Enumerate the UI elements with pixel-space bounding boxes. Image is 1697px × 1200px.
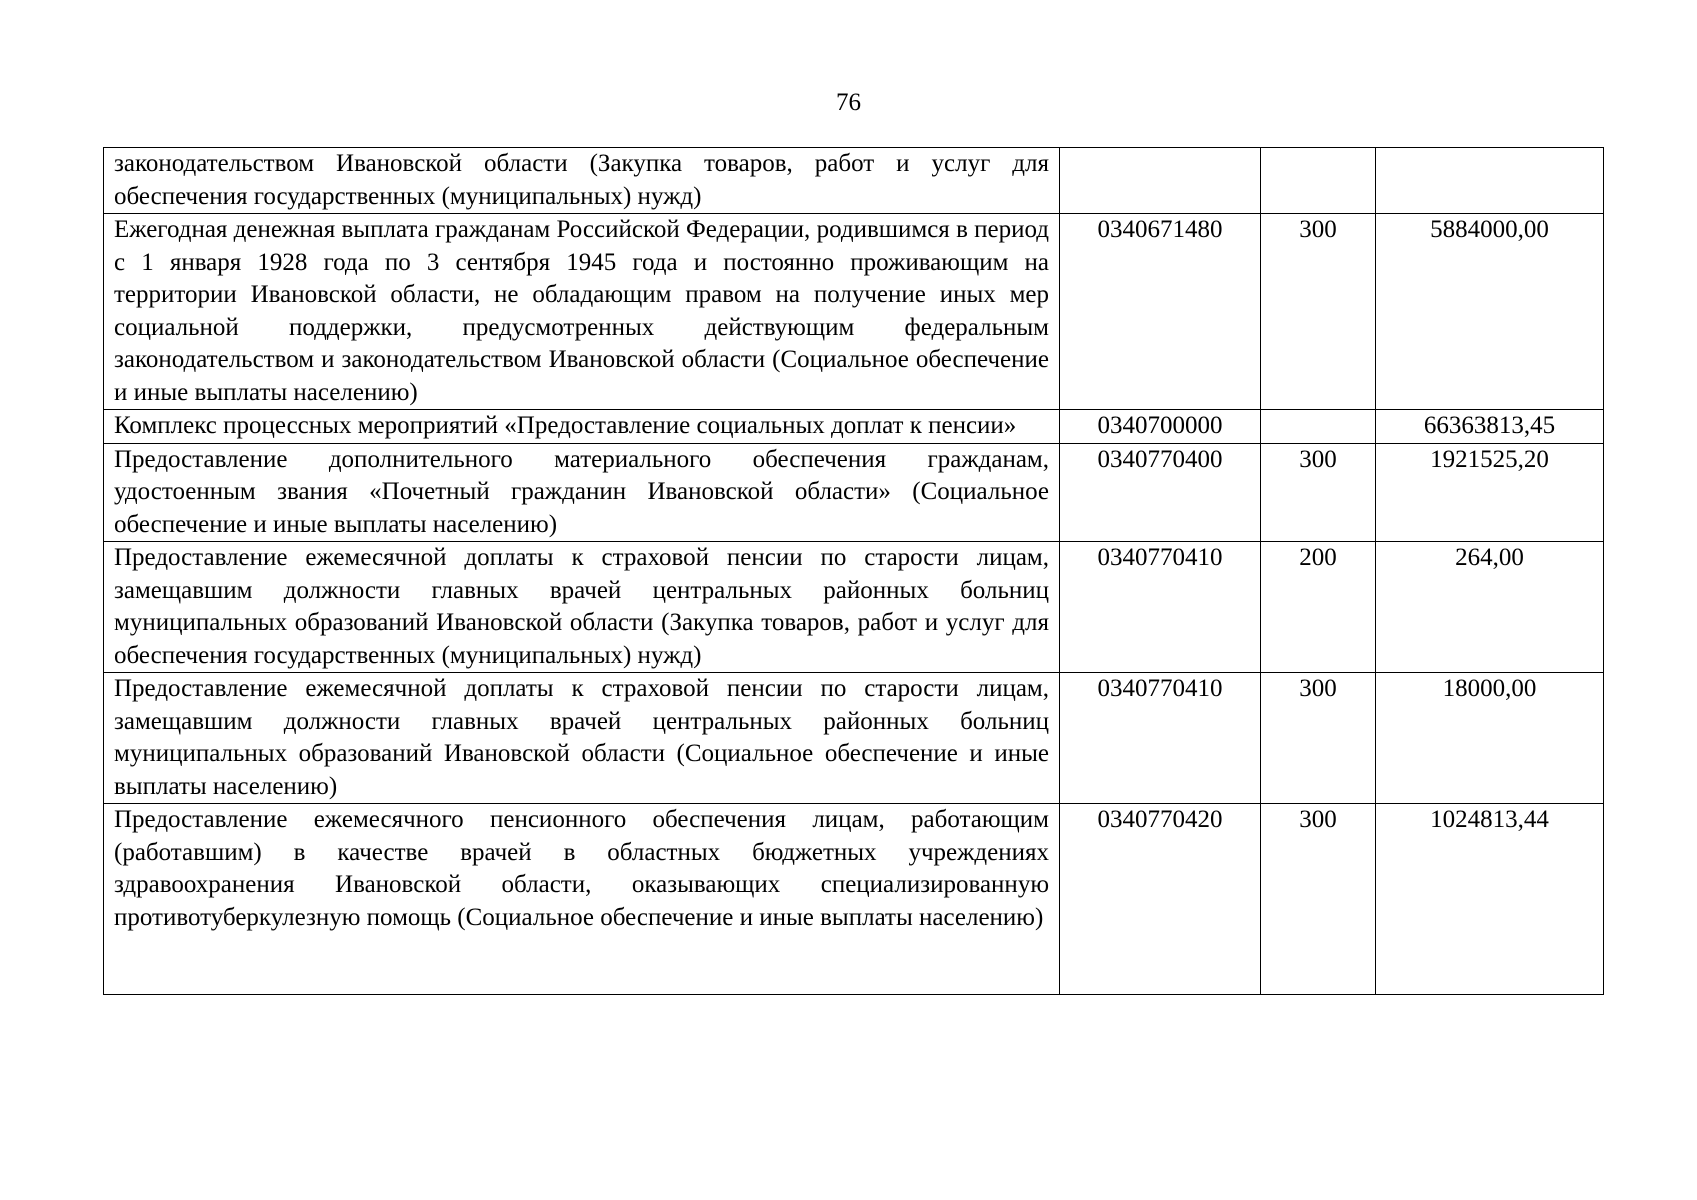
row-expense-type: 200 [1261, 542, 1376, 673]
table-row [104, 804, 1604, 995]
row-description: Предоставление ежемесячного пенсионного обеспечения лицам, работающим (работавшим) в качестве врачей в областных бюджетных учреждениях здравоохранения Ивановской области, оказывающих специализированную противотуберкулезную помощь (Социальное обеспечение и иные выплаты населению) [104, 804, 1060, 995]
table-row [104, 214, 1604, 410]
row-target-code: 0340770420 [1060, 804, 1261, 995]
row-expense-type: 300 [1261, 673, 1376, 804]
row-amount: 264,00 [1376, 542, 1604, 673]
row-target-code: 0340700000 [1060, 410, 1261, 444]
row-amount: 1921525,20 [1376, 443, 1604, 542]
row-amount: 66363813,45 [1376, 410, 1604, 444]
row-amount: 5884000,00 [1376, 214, 1604, 410]
row-expense-type: 300 [1261, 214, 1376, 410]
row-target-code: 0340770400 [1060, 443, 1261, 542]
table-row [104, 542, 1604, 673]
page-number: 76 [836, 89, 861, 116]
row-description: Комплекс процессных мероприятий «Предоставление социальных доплат к пенсии» [104, 410, 1060, 444]
row-target-code [1060, 148, 1261, 214]
table-row [104, 443, 1604, 542]
row-amount: 18000,00 [1376, 673, 1604, 804]
table-row [104, 673, 1604, 804]
row-expense-type [1261, 148, 1376, 214]
row-target-code: 0340671480 [1060, 214, 1261, 410]
row-description: Предоставление ежемесячной доплаты к страховой пенсии по старости лицам, замещавшим должности главных врачей центральных районных больниц муниципальных образований Ивановской области (Закупка товаров, работ и услуг для обеспечения государственных (муниципальных) нужд) [104, 542, 1060, 673]
row-amount [1376, 148, 1604, 214]
table-row [104, 148, 1604, 214]
row-expense-type: 300 [1261, 804, 1376, 995]
table-row [104, 410, 1604, 444]
row-target-code: 0340770410 [1060, 673, 1261, 804]
row-expense-type: 300 [1261, 443, 1376, 542]
budget-table [103, 147, 1604, 995]
row-description: Предоставление ежемесячной доплаты к страховой пенсии по старости лицам, замещавшим должности главных врачей центральных районных больниц муниципальных образований Ивановской области (Социальное обеспечение и иные выплаты населению) [104, 673, 1060, 804]
row-expense-type [1261, 410, 1376, 444]
row-target-code: 0340770410 [1060, 542, 1261, 673]
row-description: законодательством Ивановской области (Закупка товаров, работ и услуг для обеспечения государственных (муниципальных) нужд) [104, 148, 1060, 214]
row-amount: 1024813,44 [1376, 804, 1604, 995]
row-description: Предоставление дополнительного материального обеспечения гражданам, удостоенным звания «Почетный гражданин Ивановской области» (Социальное обеспечение и иные выплаты населению) [104, 443, 1060, 542]
row-description: Ежегодная денежная выплата гражданам Российской Федерации, родившимся в период с 1 января 1928 года по 3 сентября 1945 года и постоянно проживающим на территории Ивановской области, не обладающим правом на получение иных мер социальной поддержки, предусмотренных действующим федеральным законодательством и законодательством Ивановской области (Социальное обеспечение и иные выплаты населению) [104, 214, 1060, 410]
